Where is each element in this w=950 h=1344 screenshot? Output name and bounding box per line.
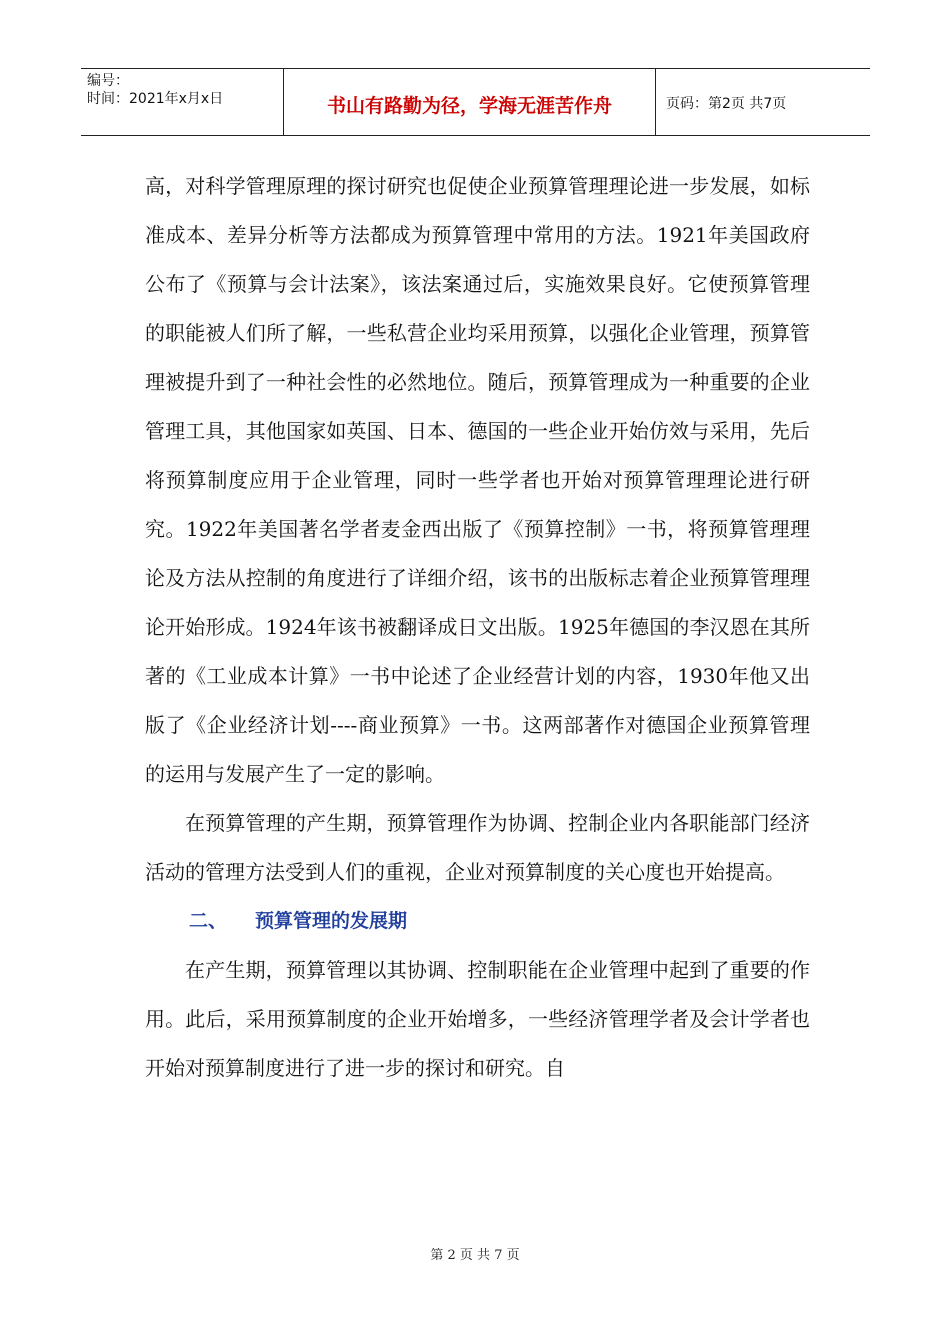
paragraph: 在产生期，预算管理以其协调、控制职能在企业管理中起到了重要的作用。此后，采用预算制度的企业开始增多，一些经济管理学者及会计学者也开始对预算制度进行了进一步的探讨和研究。自 bbox=[145, 958, 810, 1080]
document-body bbox=[145, 162, 810, 1093]
document-time-label: 时间：2021年x月x日 bbox=[87, 91, 224, 107]
paragraph: 高，对科学管理原理的探讨研究也促使企业预算管理理论进一步发展，如标准成本、差异分析等方法都成为预算管理中常用的方法。1921年美国政府公布了《预算与会计法案》，该法案通过后，实施效果良好。它使预算管理的职能被人们所了解，一些私营企业均采用预算，以强化企业管理，预算管理被提升到了一种社会性的必然地位。随后，预算管理成为一种重要的企业管理工具，其他国家如英国、日本、德国的一些企业开始仿效与采用，先后将预算制度应用于企业管理，同时一些学者也开始对预算管理理论进行研究。1922年美国著名学者麦金西出版了《预算控制》一书，将预算管理理论及方法从控制的角度进行了详细介绍，该书的出版标志着企业预算管理理论开始形成。1924年该书被翻译成日文出版。1925年德国的李汉恩在其所著的《工业成本计算》一书中论述了企业经营计划的内容，1930年他又出版了《企业经济计划----商业预算》一书。这两部著作对德国企业预算管理的运用与发展产生了一定的影响。 bbox=[145, 174, 810, 786]
section-title: 预算管理的发展期 bbox=[255, 910, 408, 932]
section-number: 二、 bbox=[189, 910, 228, 932]
paragraph: 在预算管理的产生期，预算管理作为协调、控制企业内各职能部门经济活动的管理方法受到人们的重视，企业对预算制度的关心度也开始提高。 bbox=[145, 811, 810, 884]
document-number-label: 编号： bbox=[87, 73, 129, 89]
page-header bbox=[81, 68, 870, 136]
header-page-info: 页码：第2页 共7页 bbox=[666, 96, 787, 112]
header-meta bbox=[81, 69, 284, 135]
header-motto: 书山有路勤为径，学海无涯苦作舟 bbox=[284, 69, 656, 135]
page-footer: 第 2 页 共 7 页 bbox=[430, 1248, 520, 1263]
section-heading bbox=[145, 897, 810, 946]
